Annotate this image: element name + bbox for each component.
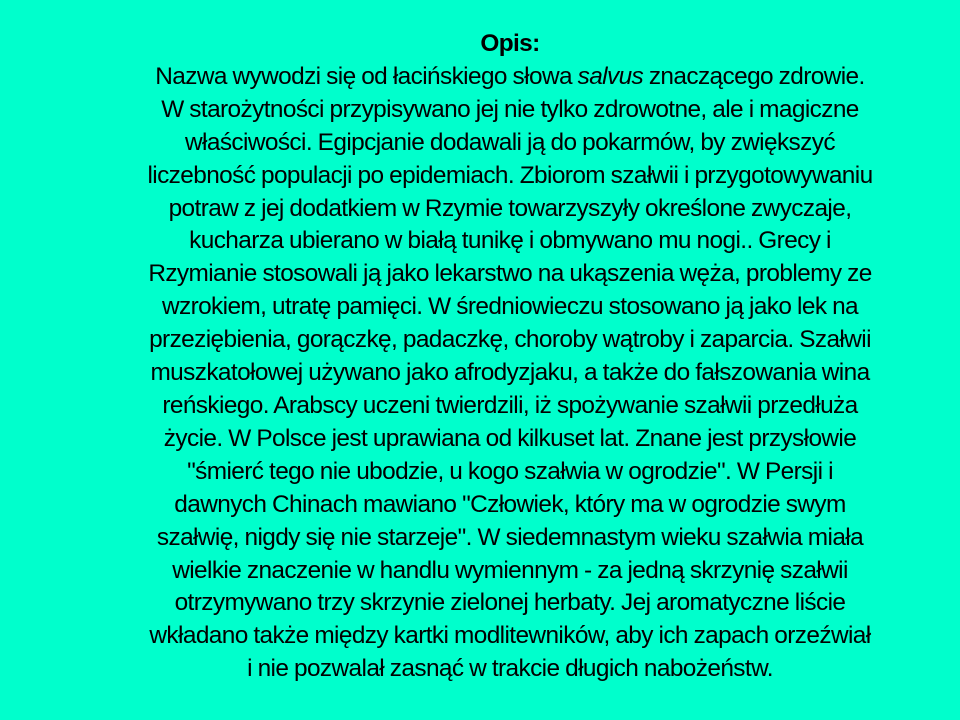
text-line-13: "śmierć tego nie ubodzie, u kogo szałwia w ogrodzie". W Persji i bbox=[187, 457, 833, 485]
text-line-1-before: Nazwa wywodzi się od łacińskiego słowa bbox=[155, 62, 578, 90]
text-line-2: W starożytności przypisywano jej nie tylko zdrowotne, ale i magiczne bbox=[161, 95, 859, 123]
text-line-15: szałwię, nigdy się nie starzeje". W siedemnastym wieku szałwia miała bbox=[156, 523, 864, 551]
description-text-block bbox=[70, 28, 950, 686]
text-line-19: i nie pozwalał zasnąć w trakcie długich nabożeństw. bbox=[247, 655, 773, 683]
text-line-3: właściwości. Egipcjanie dodawali ją do pokarmów, by zwiększyć bbox=[185, 128, 835, 156]
text-line-11: reńskiego. Arabscy uczeni twierdzili, iż spożywanie szałwii przedłuża bbox=[162, 391, 858, 419]
text-line-4: liczebność populacji po epidemiach. Zbiorom szałwii i przygotowywaniu bbox=[147, 161, 873, 189]
text-line-16: wielkie znaczenie w handlu wymiennym - za jedną skrzynię szałwii bbox=[172, 556, 848, 584]
text-line-18: wkładano także między kartki modlitewników, aby ich zapach orzeźwiał bbox=[149, 622, 871, 650]
text-line-8: wzrokiem, utratę pamięci. W średniowieczu stosowano ją jako lek na bbox=[161, 293, 859, 321]
text-line-12: życie. W Polsce jest uprawiana od kilkuset lat. Znane jest przysłowie bbox=[163, 424, 857, 452]
text-line-5: potraw z jej dodatkiem w Rzymie towarzyszyły określone zwyczaje, bbox=[168, 194, 852, 222]
text-line-1-after: znaczącego zdrowie. bbox=[643, 62, 865, 90]
latin-word: salvus bbox=[577, 62, 644, 90]
text-line-1 bbox=[70, 61, 950, 94]
text-line-10: muszkatołowej używano jako afrodyzjaku, a także do fałszowania wina bbox=[150, 359, 870, 387]
text-line-14: dawnych Chinach mawiano "Człowiek, który ma w ogrodzie swym bbox=[174, 490, 846, 518]
heading: Opis: bbox=[480, 30, 540, 57]
text-line-6: kucharza ubierano w białą tunikę i obmywano mu nogi.. Grecy i bbox=[189, 227, 831, 255]
text-line-17: otrzymywano trzy skrzynie zielonej herbaty. Jej aromatyczne liście bbox=[174, 589, 846, 617]
text-line-7: Rzymianie stosowali ją jako lekarstwo na ukąszenia węża, problemy ze bbox=[148, 260, 872, 288]
text-line-9: przeziębienia, gorączkę, padaczkę, choroby wątroby i zaparcia. Szałwii bbox=[149, 326, 871, 354]
